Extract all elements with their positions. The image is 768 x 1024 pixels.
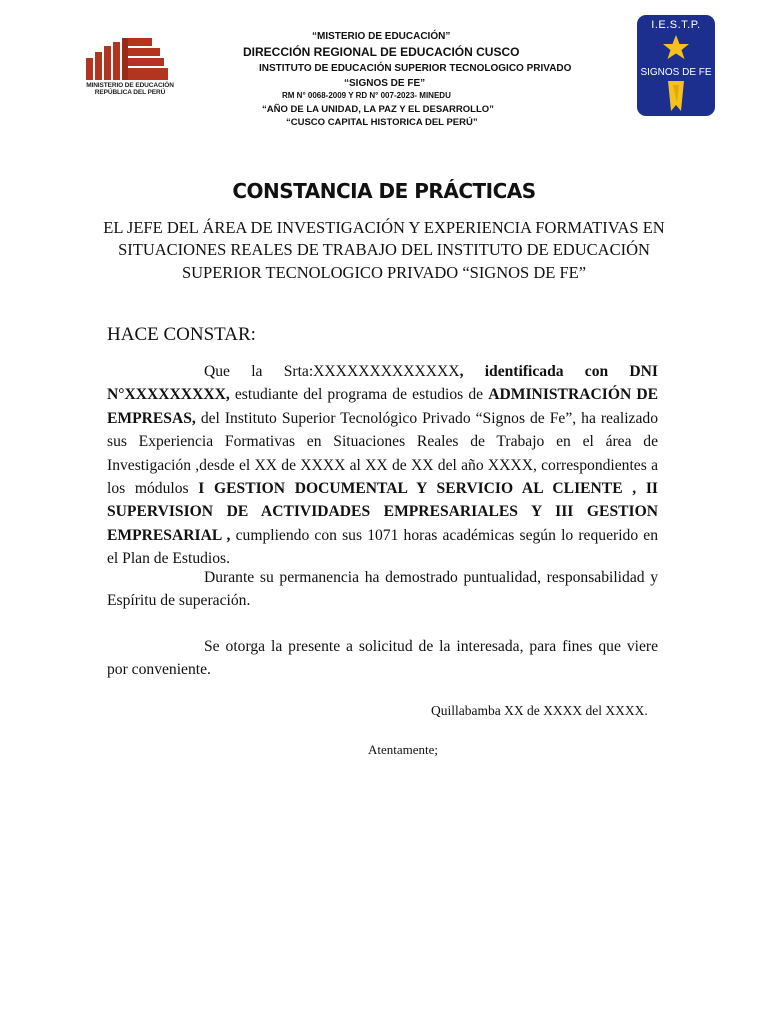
ministry-logo-bars-icon xyxy=(82,36,178,82)
student-name-text: Que la Srta:XXXXXXXXXXXXX xyxy=(204,363,460,380)
subtitle-line: EL JEFE DEL ÁREA DE INVESTIGACIÓN Y EXPERIENCIA FORMATIVAS EN xyxy=(103,218,665,237)
document-title: CONSTANCIA DE PRÁCTICAS xyxy=(232,179,536,203)
ministry-logo xyxy=(82,36,178,100)
institute-logo-abbr: I.E.S.T.P. xyxy=(651,19,701,31)
header-resolution: RM N° 0068-2009 Y RD N° 007-2023- MINEDU xyxy=(282,91,451,100)
program-name-text: ADMINISTRACIÓN DE EMPRESAS, xyxy=(107,386,658,427)
institute-logo xyxy=(637,15,715,116)
ministry-logo-subcaption: REPÚBLICA DEL PERÚ xyxy=(94,89,166,96)
ministry-logo-caption: MINISTERIO DE EDUCACIÓN xyxy=(86,82,174,89)
program-intro-text: estudiante del programa de estudios de xyxy=(229,386,489,404)
conduct-text: Durante su permanencia ha demostrado puntualidad, responsabilidad y Espíritu de superación. xyxy=(107,569,658,610)
header-institute-name: “SIGNOS DE FE” xyxy=(344,78,426,89)
purpose-text: Se otorga la presente a solicitud de la interesada, para fines que viere por conveniente. xyxy=(107,638,658,679)
hace-constar-heading: HACE CONSTAR: xyxy=(107,324,256,345)
subtitle-line: SUPERIOR TECNOLOGICO PRIVADO “SIGNOS DE FE” xyxy=(181,263,587,282)
closing-salutation: Atentamente; xyxy=(368,742,439,757)
practice-details-text: del Instituto Superior Tecnológico Privado “Signos de Fe”, ha realizado sus Experiencia Formativas en Situaciones Reales de Trabajo en el área de Investigación ,desde el XX de XXXX al XX de XX del año XXXX, correspondientes a los módulos xyxy=(107,409,658,498)
subtitle-line: SITUACIONES REALES DE TRABAJO DEL INSTITUTO DE EDUCACIÓN xyxy=(118,240,650,259)
conduct-paragraph xyxy=(107,566,658,613)
header-regional-direction: DIRECCIÓN REGIONAL DE EDUCACIÓN CUSCO xyxy=(243,45,520,59)
header-institute-type: INSTITUTO DE EDUCACIÓN SUPERIOR TECNOLOGICO PRIVADO xyxy=(259,63,572,74)
place-date: Quillabamba XX de XXXX del XXXX. xyxy=(431,703,648,718)
purpose-paragraph xyxy=(107,635,658,682)
header-city-motto: “CUSCO CAPITAL HISTORICA DEL PERÚ” xyxy=(286,117,478,128)
header-ministry-line: “MISTERIO DE EDUCACIÓN” xyxy=(312,31,451,42)
header-year-motto: “AÑO DE LA UNIDAD, LA PAZ Y EL DESARROLLO” xyxy=(262,104,494,115)
hours-text: cumpliendo con sus 1071 horas académicas según lo requerido en el Plan de Estudios. xyxy=(107,526,659,568)
institute-logo-name: SIGNOS DE FE xyxy=(640,67,712,78)
student-id-text: , identificada con DNI N°XXXXXXXXX, xyxy=(107,363,658,404)
certification-paragraph xyxy=(107,360,658,571)
modules-text: I GESTION DOCUMENTAL Y SERVICIO AL CLIENTE , II SUPERVISION DE ACTIVIDADES EMPRESARIALES Y III GESTION EMPRESARIAL , xyxy=(107,480,658,544)
